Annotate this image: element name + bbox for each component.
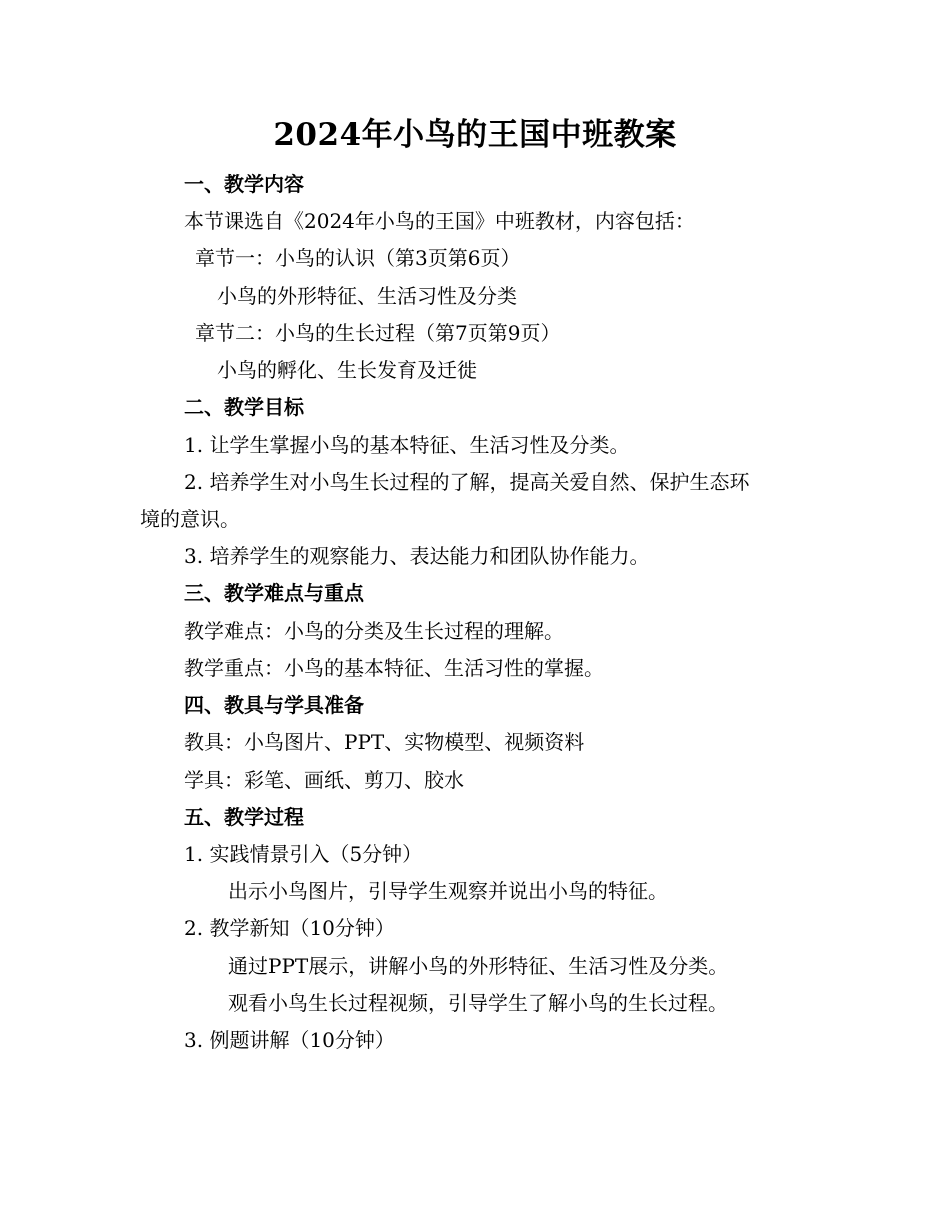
goal-item-1: 1. 让学生掌握小鸟的基本特征、生活习性及分类。	[184, 433, 630, 457]
process-step-2-detail-1: 通过PPT展示，讲解小鸟的外形特征、生活习性及分类。	[228, 954, 729, 978]
learning-tools-line: 学具：彩笔、画纸、剪刀、胶水	[184, 768, 464, 792]
paragraph-line: 本节课选自《2024年小鸟的王国》中班教材，内容包括：	[184, 209, 695, 233]
chapter-two-line: 章节二：小鸟的生长过程（第7页第9页）	[195, 321, 561, 345]
process-step-1-detail: 出示小鸟图片，引导学生观察并说出小鸟的特征。	[228, 879, 668, 903]
goal-item-2-continued: 境的意识。	[140, 507, 240, 531]
section-heading-teaching-content: 一、教学内容	[184, 172, 304, 196]
chapter-two-detail: 小鸟的孵化、生长发育及迁徙	[217, 358, 477, 382]
teaching-aids-line: 教具：小鸟图片、PPT、实物模型、视频资料	[184, 730, 585, 754]
section-heading-teaching-goals: 二、教学目标	[184, 395, 304, 419]
key-point-line: 教学重点：小鸟的基本特征、生活习性的掌握。	[184, 656, 604, 680]
section-heading-materials: 四、教具与学具准备	[184, 693, 364, 717]
goal-item-3: 3. 培养学生的观察能力、表达能力和团队协作能力。	[184, 544, 650, 568]
section-heading-difficulties: 三、教学难点与重点	[184, 581, 364, 605]
process-step-2-detail-2: 观看小鸟生长过程视频，引导学生了解小鸟的生长过程。	[228, 991, 728, 1015]
section-heading-process: 五、教学过程	[184, 805, 304, 829]
difficulty-line: 教学难点：小鸟的分类及生长过程的理解。	[184, 619, 564, 643]
process-step-2: 2. 教学新知（10分钟）	[184, 916, 395, 940]
process-step-3: 3. 例题讲解（10分钟）	[184, 1028, 395, 1052]
process-step-1: 1. 实践情景引入（5分钟）	[184, 842, 423, 866]
goal-item-2: 2. 培养学生对小鸟生长过程的了解，提高关爱自然、保护生态环	[184, 470, 750, 494]
document-title: 2024年小鸟的王国中班教案	[273, 117, 677, 153]
chapter-one-line: 章节一：小鸟的认识（第3页第6页）	[195, 246, 521, 270]
chapter-one-detail: 小鸟的外形特征、生活习性及分类	[217, 284, 517, 308]
